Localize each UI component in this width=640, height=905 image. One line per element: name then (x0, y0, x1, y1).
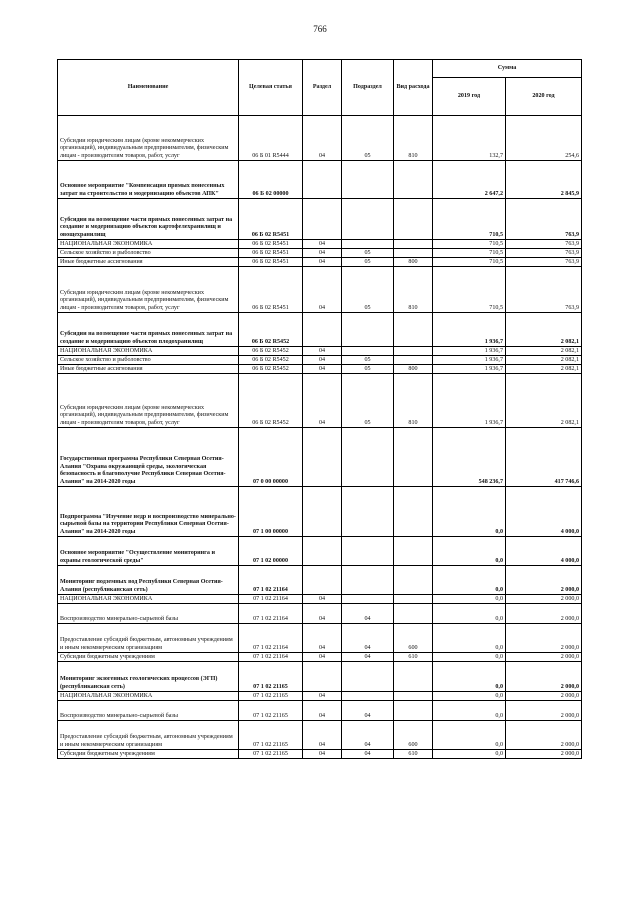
table-row (58, 595, 582, 604)
col-header-target: Целевая статья (239, 60, 303, 116)
row-section: 04 (303, 374, 342, 428)
row-subsection (342, 240, 394, 249)
row-sum-2019: 0,0 (433, 721, 506, 750)
row-target: 07 1 02 21164 (239, 604, 303, 624)
row-target: 07 1 02 21165 (239, 701, 303, 721)
row-sum-2019: 710,5 (433, 249, 506, 258)
row-target: 07 1 02 21165 (239, 750, 303, 759)
row-target: 06 Б 02 00000 (239, 161, 303, 199)
row-exptype (394, 701, 433, 721)
table-row (58, 537, 582, 566)
row-sum-2019: 0,0 (433, 692, 506, 701)
row-target: 07 0 00 00000 (239, 428, 303, 487)
row-exptype (394, 428, 433, 487)
row-exptype (394, 249, 433, 258)
row-sum-2020: 2 000,0 (506, 566, 582, 595)
row-sum-2020: 763,9 (506, 267, 582, 313)
row-subsection (342, 347, 394, 356)
row-exptype (394, 566, 433, 595)
row-section: 04 (303, 750, 342, 759)
row-section (303, 313, 342, 347)
table-row (58, 374, 582, 428)
table-body (58, 116, 582, 759)
row-sum-2019: 0,0 (433, 604, 506, 624)
row-sum-2020: 2 000,0 (506, 595, 582, 604)
row-name: Мониторинг подземных вод Республики Северная Осетия-Алания (республиканская сеть) (58, 566, 239, 595)
row-sum-2020: 2 082,1 (506, 365, 582, 374)
row-section (303, 487, 342, 537)
row-sum-2019: 0,0 (433, 750, 506, 759)
row-name: Подпрограмма "Изучение недр и воспроизводство минерально-сырьевой базы на территории Республики Северная Осетия-Алания" на 2014-2020 годы (58, 487, 239, 537)
row-sum-2020: 2 000,0 (506, 750, 582, 759)
row-sum-2019: 1 936,7 (433, 374, 506, 428)
row-sum-2020: 4 000,0 (506, 487, 582, 537)
row-target: 07 1 02 21165 (239, 721, 303, 750)
col-header-section: Раздел (303, 60, 342, 116)
row-exptype: 810 (394, 116, 433, 161)
row-section: 04 (303, 249, 342, 258)
table-row (58, 428, 582, 487)
table-row (58, 653, 582, 662)
row-sum-2019: 0,0 (433, 537, 506, 566)
col-header-name: Наименование (58, 60, 239, 116)
row-target: 06 Б 02 R5452 (239, 347, 303, 356)
row-name: Воспроизводство минерально-сырьевой базы (58, 701, 239, 721)
row-section: 04 (303, 240, 342, 249)
row-sum-2020: 2 000,0 (506, 701, 582, 721)
row-sum-2019: 710,5 (433, 267, 506, 313)
row-sum-2020: 2 082,1 (506, 313, 582, 347)
row-sum-2019: 0,0 (433, 595, 506, 604)
row-section: 04 (303, 116, 342, 161)
table-row (58, 701, 582, 721)
row-section: 04 (303, 258, 342, 267)
col-header-2019: 2019 год (433, 78, 506, 116)
row-sum-2020: 2 000,0 (506, 624, 582, 653)
row-target: 06 Б 02 R5451 (239, 258, 303, 267)
row-subsection (342, 692, 394, 701)
row-section: 04 (303, 267, 342, 313)
row-subsection (342, 662, 394, 692)
row-target: 07 1 02 21164 (239, 566, 303, 595)
row-subsection: 04 (342, 721, 394, 750)
row-sum-2019: 0,0 (433, 624, 506, 653)
row-section: 04 (303, 356, 342, 365)
row-subsection (342, 161, 394, 199)
row-section: 04 (303, 701, 342, 721)
row-name: Иные бюджетные ассигнования (58, 365, 239, 374)
table-row (58, 356, 582, 365)
row-sum-2020: 763,9 (506, 240, 582, 249)
table-row (58, 249, 582, 258)
table-row (58, 692, 582, 701)
row-target: 06 Б 02 R5451 (239, 249, 303, 258)
row-name: Иные бюджетные ассигнования (58, 258, 239, 267)
row-target: 07 1 02 00000 (239, 537, 303, 566)
row-name: Субсидии юридическим лицам (кроме некоммерческих организаций), индивидуальным предпринимателям, физическим лицам - производителям товаров, работ, услуг (58, 116, 239, 161)
table-row (58, 624, 582, 653)
row-sum-2019: 0,0 (433, 662, 506, 692)
row-section: 04 (303, 653, 342, 662)
row-exptype (394, 240, 433, 249)
row-sum-2020: 2 000,0 (506, 692, 582, 701)
row-sum-2020: 2 082,1 (506, 356, 582, 365)
table-row (58, 662, 582, 692)
row-section (303, 428, 342, 487)
table-row (58, 258, 582, 267)
row-name: Сельское хозяйство и рыболовство (58, 356, 239, 365)
row-subsection: 05 (342, 374, 394, 428)
row-subsection (342, 313, 394, 347)
row-sum-2020: 763,9 (506, 199, 582, 240)
table-row (58, 365, 582, 374)
row-sum-2019: 548 236,7 (433, 428, 506, 487)
table-row (58, 750, 582, 759)
row-section: 04 (303, 365, 342, 374)
row-sum-2019: 1 936,7 (433, 356, 506, 365)
row-target: 07 1 02 21164 (239, 624, 303, 653)
row-subsection: 05 (342, 116, 394, 161)
table-row (58, 604, 582, 624)
row-target: 07 1 02 21165 (239, 662, 303, 692)
row-name: НАЦИОНАЛЬНАЯ ЭКОНОМИКА (58, 692, 239, 701)
row-subsection (342, 595, 394, 604)
row-sum-2019: 710,5 (433, 258, 506, 267)
row-sum-2019: 1 936,7 (433, 365, 506, 374)
row-exptype: 600 (394, 624, 433, 653)
row-target: 07 1 02 21165 (239, 692, 303, 701)
table-row (58, 487, 582, 537)
row-name: Субсидии бюджетным учреждениям (58, 750, 239, 759)
row-exptype (394, 692, 433, 701)
row-target: 06 Б 02 R5452 (239, 356, 303, 365)
row-name: Субсидии юридическим лицам (кроме некоммерческих организаций), индивидуальным предпринимателям, физическим лицам - производителям товаров, работ, услуг (58, 374, 239, 428)
row-sum-2020: 2 000,0 (506, 604, 582, 624)
budget-table (57, 59, 582, 759)
row-name: Субсидии юридическим лицам (кроме некоммерческих организаций), индивидуальным предпринимателям, физическим лицам - производителям товаров, работ, услуг (58, 267, 239, 313)
row-subsection: 04 (342, 604, 394, 624)
row-target: 06 Б 02 R5452 (239, 365, 303, 374)
row-section: 04 (303, 347, 342, 356)
table-row (58, 347, 582, 356)
table-row (58, 161, 582, 199)
col-header-exptype: Вид расхода (394, 60, 433, 116)
row-name: Субсидии бюджетным учреждениям (58, 653, 239, 662)
row-target: 06 Б 02 R5451 (239, 240, 303, 249)
row-subsection (342, 566, 394, 595)
row-subsection: 04 (342, 701, 394, 721)
row-name: Предоставление субсидий бюджетным, автономным учреждениям и иным некоммерческим организациям (58, 624, 239, 653)
row-name: Основное мероприятие "Компенсация прямых понесенных затрат на строительство и модернизацию объектов АПК" (58, 161, 239, 199)
row-section: 04 (303, 624, 342, 653)
row-sum-2019: 0,0 (433, 653, 506, 662)
row-name: НАЦИОНАЛЬНАЯ ЭКОНОМИКА (58, 240, 239, 249)
row-subsection: 05 (342, 258, 394, 267)
row-name: Субсидии на возмещение части прямых понесенных затрат на создание и модернизацию объектов картофелехранилищ и овощехранилищ (58, 199, 239, 240)
table-row (58, 240, 582, 249)
row-target: 07 1 02 21164 (239, 653, 303, 662)
row-subsection: 04 (342, 653, 394, 662)
row-exptype (394, 313, 433, 347)
row-target: 06 Б 01 R5444 (239, 116, 303, 161)
row-subsection: 04 (342, 624, 394, 653)
table-row (58, 116, 582, 161)
row-exptype (394, 662, 433, 692)
row-sum-2019: 1 936,7 (433, 313, 506, 347)
page-number: 766 (313, 24, 327, 34)
table-row (58, 313, 582, 347)
row-sum-2020: 763,9 (506, 258, 582, 267)
row-subsection: 05 (342, 267, 394, 313)
row-subsection (342, 487, 394, 537)
row-subsection (342, 428, 394, 487)
row-exptype (394, 487, 433, 537)
row-section (303, 161, 342, 199)
col-header-subsection: Подраздел (342, 60, 394, 116)
table-row (58, 199, 582, 240)
row-exptype: 610 (394, 750, 433, 759)
row-exptype (394, 347, 433, 356)
row-name: Субсидии на возмещение части прямых понесенных затрат на создание и модернизацию объектов плодохранилищ (58, 313, 239, 347)
row-name: Государственная программа Республики Северная Осетия-Алания "Охрана окружающей среды, экологическая безопасность и благополучие Республики Северная Осетия-Алания" на 2014-2020 годы (58, 428, 239, 487)
row-sum-2019: 0,0 (433, 566, 506, 595)
row-sum-2019: 132,7 (433, 116, 506, 161)
row-exptype: 610 (394, 653, 433, 662)
row-exptype: 800 (394, 365, 433, 374)
row-exptype: 600 (394, 721, 433, 750)
table-row (58, 721, 582, 750)
row-sum-2020: 417 746,6 (506, 428, 582, 487)
row-subsection: 05 (342, 365, 394, 374)
row-name: НАЦИОНАЛЬНАЯ ЭКОНОМИКА (58, 347, 239, 356)
row-section (303, 199, 342, 240)
row-section (303, 566, 342, 595)
row-sum-2019: 0,0 (433, 701, 506, 721)
row-exptype (394, 199, 433, 240)
row-subsection (342, 199, 394, 240)
row-section (303, 537, 342, 566)
row-sum-2019: 2 647,2 (433, 161, 506, 199)
row-sum-2020: 2 082,1 (506, 374, 582, 428)
row-exptype (394, 604, 433, 624)
row-target: 06 Б 02 R5451 (239, 267, 303, 313)
row-section: 04 (303, 595, 342, 604)
row-exptype (394, 595, 433, 604)
row-sum-2020: 2 082,1 (506, 347, 582, 356)
row-section: 04 (303, 604, 342, 624)
row-sum-2020: 2 000,0 (506, 653, 582, 662)
row-sum-2019: 1 936,7 (433, 347, 506, 356)
table-row (58, 566, 582, 595)
col-header-2020: 2020 год (506, 78, 582, 116)
row-subsection: 05 (342, 356, 394, 365)
row-exptype (394, 356, 433, 365)
row-subsection: 04 (342, 750, 394, 759)
row-name: Предоставление субсидий бюджетным, автономным учреждениям и иным некоммерческим организациям (58, 721, 239, 750)
row-exptype: 800 (394, 258, 433, 267)
row-sum-2020: 4 000,0 (506, 537, 582, 566)
row-name: Мониторинг экзогенных геологических процессов (ЭГП) (республиканская сеть) (58, 662, 239, 692)
row-section (303, 662, 342, 692)
col-header-sum: Сумма (433, 60, 582, 78)
row-sum-2019: 710,5 (433, 199, 506, 240)
row-name: Сельское хозяйство и рыболовство (58, 249, 239, 258)
row-target: 06 Б 02 R5452 (239, 313, 303, 347)
row-name: Воспроизводство минерально-сырьевой базы (58, 604, 239, 624)
row-sum-2020: 763,9 (506, 249, 582, 258)
row-section: 04 (303, 692, 342, 701)
row-exptype (394, 537, 433, 566)
row-exptype (394, 161, 433, 199)
row-sum-2020: 254,6 (506, 116, 582, 161)
row-target: 06 Б 02 R5452 (239, 374, 303, 428)
row-exptype: 810 (394, 374, 433, 428)
row-target: 06 Б 02 R5451 (239, 199, 303, 240)
row-name: Основное мероприятие "Осуществление мониторинга и охраны геологической среды" (58, 537, 239, 566)
table-row (58, 267, 582, 313)
row-sum-2019: 710,5 (433, 240, 506, 249)
row-exptype: 810 (394, 267, 433, 313)
row-sum-2020: 2 000,0 (506, 721, 582, 750)
row-sum-2019: 0,0 (433, 487, 506, 537)
row-subsection: 05 (342, 249, 394, 258)
row-name: НАЦИОНАЛЬНАЯ ЭКОНОМИКА (58, 595, 239, 604)
row-sum-2020: 2 845,9 (506, 161, 582, 199)
row-section: 04 (303, 721, 342, 750)
row-target: 07 1 00 00000 (239, 487, 303, 537)
table-header (58, 60, 582, 116)
row-subsection (342, 537, 394, 566)
row-sum-2020: 2 000,0 (506, 662, 582, 692)
row-target: 07 1 02 21164 (239, 595, 303, 604)
